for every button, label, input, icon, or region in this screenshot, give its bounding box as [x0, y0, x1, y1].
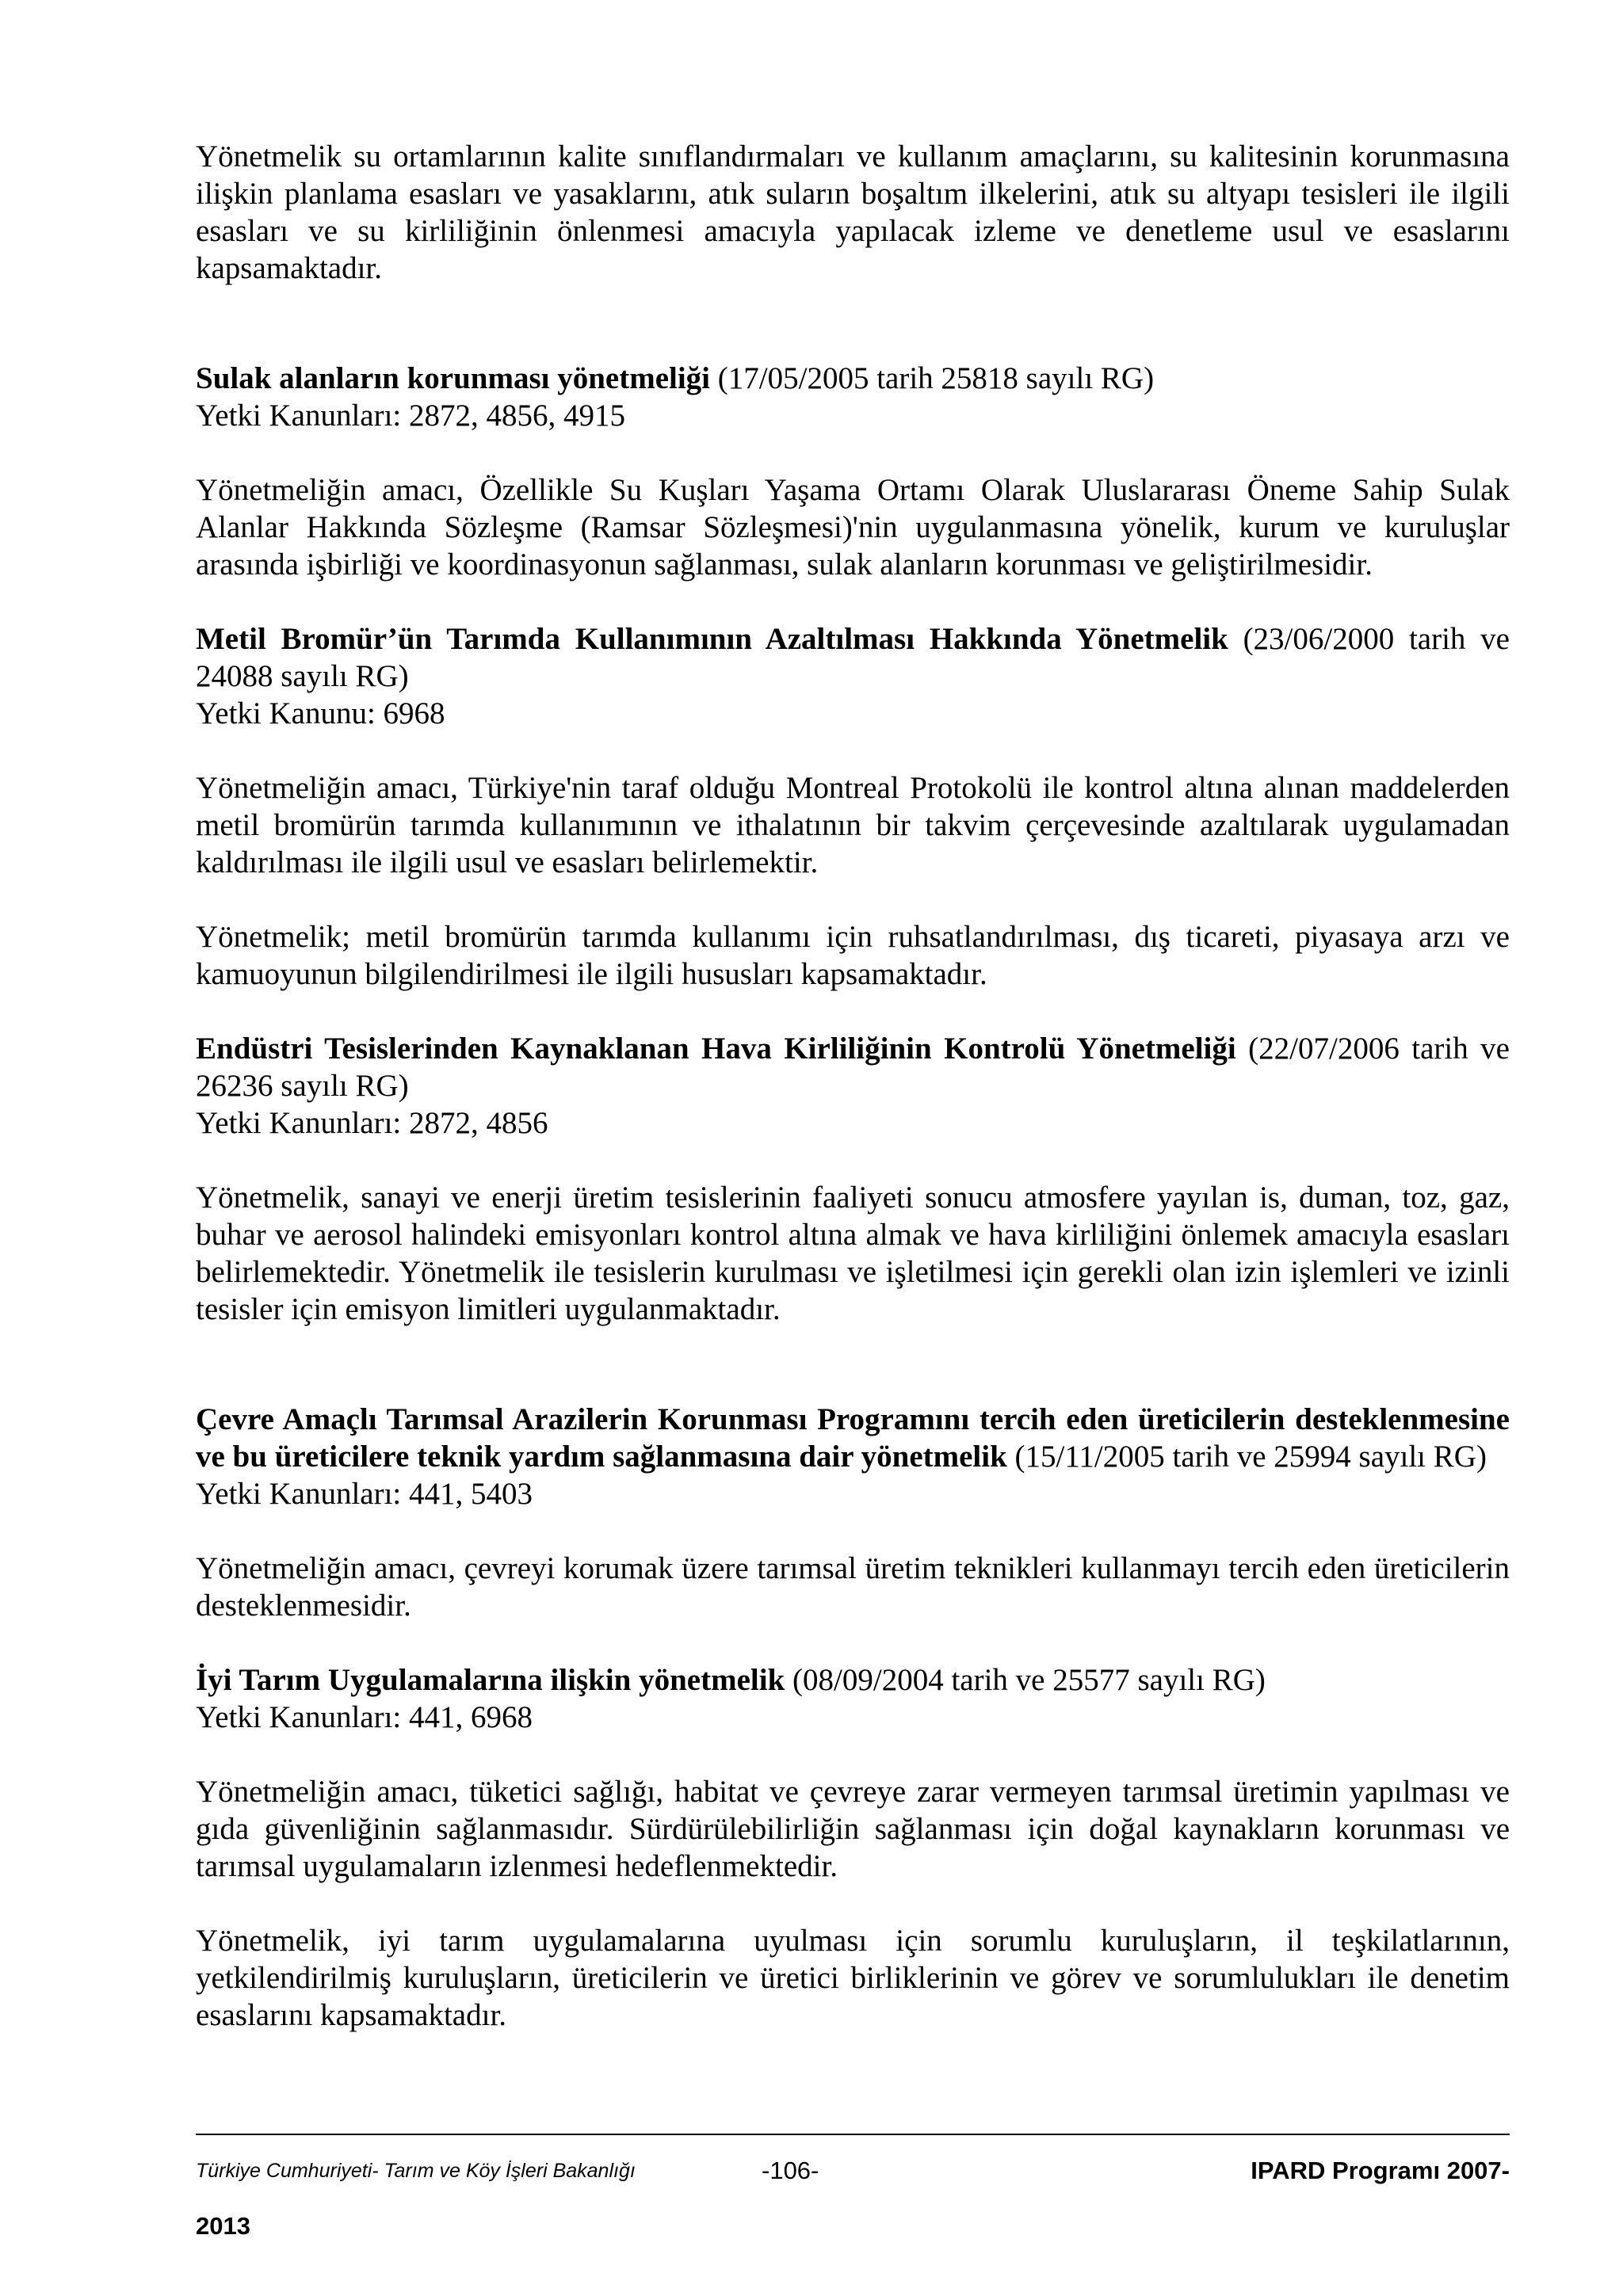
footer-program: IPARD Programı 2007-	[1251, 2157, 1510, 2184]
regulation-paragraph: Yönetmeliğin amacı, Özellikle Su Kuşları Yaşama Ortamı Olarak Uluslararası Öneme Sahip Sulak Alanlar Hakkında Sözleşme (Ramsar Sözleşmesi)'nin uygulanmasına yönelik, kurum ve kuruluşlar arasında işbirliği ve koordinasyonun sağlanması, sulak alanların korunması ve geliştirilmesidir.	[196, 473, 1510, 582]
regulation-paragraph: Yönetmeliğin amacı, Türkiye'nin taraf olduğu Montreal Protokolü ile kontrol altına alınan maddelerden metil bromürün tarımda kullanımının ve ithalatının bir takvim çerçevesinde azaltılarak uygulamadan kaldırılması ile ilgili usul ve esasları belirlemektir.	[196, 771, 1510, 879]
regulation-reference: (22/07/2006 tarih ve 26236 sayılı RG)	[196, 1032, 1510, 1103]
regulation-heading	[196, 360, 1510, 397]
regulation-authority: Yetki Kanunları: 441, 5403	[196, 1477, 533, 1511]
regulation-title: Sulak alanların korunması yönetmeliği	[196, 361, 711, 395]
regulation-authority: Yetki Kanunları: 2872, 4856, 4915	[196, 399, 626, 433]
regulation-title: Endüstri Tesislerinden Kaynaklanan Hava Kirliliğinin Kontrolü Yönetmeliği	[196, 1032, 1236, 1066]
regulation-paragraph: Yönetmelik, iyi tarım uygulamalarına uyulması için sorumlu kuruluşların, il teşkilatlarının, yetkilendirilmiş kuruluşların, üreticilerin ve üretici birliklerinin ve görev ve sorumlulukları ile denetim esaslarını kapsamaktadır.	[196, 1924, 1510, 2032]
footer-ministry: Türkiye Cumhuriyeti- Tarım ve Köy İşleri Bakanlığı	[196, 2160, 636, 2182]
regulation-title: İyi Tarım Uygulamalarına ilişkin yönetmelik	[196, 1663, 785, 1697]
footer-divider	[196, 2134, 1510, 2135]
regulation-heading	[196, 1401, 1510, 1475]
page-footer	[196, 2157, 1510, 2188]
regulation-reference: (15/11/2005 tarih ve 25994 sayılı RG)	[1006, 1440, 1487, 1474]
regulation-heading	[196, 1661, 1510, 1699]
regulation-paragraph: Yönetmelik, sanayi ve enerji üretim tesislerinin faaliyeti sonucu atmosfere yayılan is, duman, toz, gaz, buhar ve aerosol halindeki emisyonları kontrol altına almak ve hava kirliliğini önlemek amacıyla esasları belirlemektedir. Yönetmelik ile tesislerin kurulması ve işletilmesi için gerekli olan izin işlemleri ve izinli tesisler için emisyon limitleri uygulanmaktadır.	[196, 1180, 1510, 1326]
regulation-reference: (23/06/2000 tarih ve 24088 sayılı RG)	[196, 622, 1510, 693]
regulation-paragraph: Yönetmeliğin amacı, çevreyi korumak üzere tarımsal üretim teknikleri kullanmayı tercih eden üreticilerin desteklenmesidir.	[196, 1551, 1510, 1623]
regulation-title: Metil Bromür’ün Tarımda Kullanımının Azaltılması Hakkında Yönetmelik	[196, 622, 1228, 656]
regulation-authority: Yetki Kanunları: 2872, 4856	[196, 1106, 548, 1140]
intro-paragraph: Yönetmelik su ortamlarının kalite sınıflandırmaları ve kullanım amaçlarını, su kalitesinin korunmasına ilişkin planlama esasları ve yasaklarını, atık suların boşaltım ilkelerini, atık su altyapı tesisleri ile ilgili esasları ve su kirliliğinin önlenmesi amacıyla yapılacak izleme ve denetleme usul ve esaslarını kapsamaktadır.	[196, 139, 1510, 285]
footer-year: 2013	[196, 2212, 250, 2240]
page-content	[196, 138, 1510, 2034]
regulation-authority: Yetki Kanunu: 6968	[196, 696, 445, 730]
regulation-reference: (08/09/2004 tarih ve 25577 sayılı RG)	[785, 1663, 1266, 1697]
regulation-heading	[196, 620, 1510, 695]
regulation-paragraph: Yönetmeliğin amacı, tüketici sağlığı, habitat ve çevreye zarar vermeyen tarımsal üretimin yapılması ve gıda güvenliğinin sağlanmasıdır. Sürdürülebilirliğin sağlanması için doğal kaynakların korunması ve tarımsal uygulamaların izlenmesi hedeflenmektedir.	[196, 1775, 1510, 1883]
regulation-title: Çevre Amaçlı Tarımsal Arazilerin Korunması Programını tercih eden üreticilerin desteklenmesine ve bu üreticilere teknik yardım sağlanmasına dair yönetmelik	[196, 1402, 1510, 1474]
regulation-reference: (17/05/2005 tarih 25818 sayılı RG)	[710, 361, 1155, 395]
regulation-paragraph: Yönetmelik; metil bromürün tarımda kullanımı için ruhsatlandırılması, dış ticareti, piyasaya arzı ve kamuoyunun bilgilendirilmesi ile ilgili hususları kapsamaktadır.	[196, 920, 1510, 991]
regulation-heading	[196, 1030, 1510, 1104]
regulation-authority: Yetki Kanunları: 441, 6968	[196, 1700, 533, 1734]
page-number: -106-	[762, 2157, 819, 2184]
